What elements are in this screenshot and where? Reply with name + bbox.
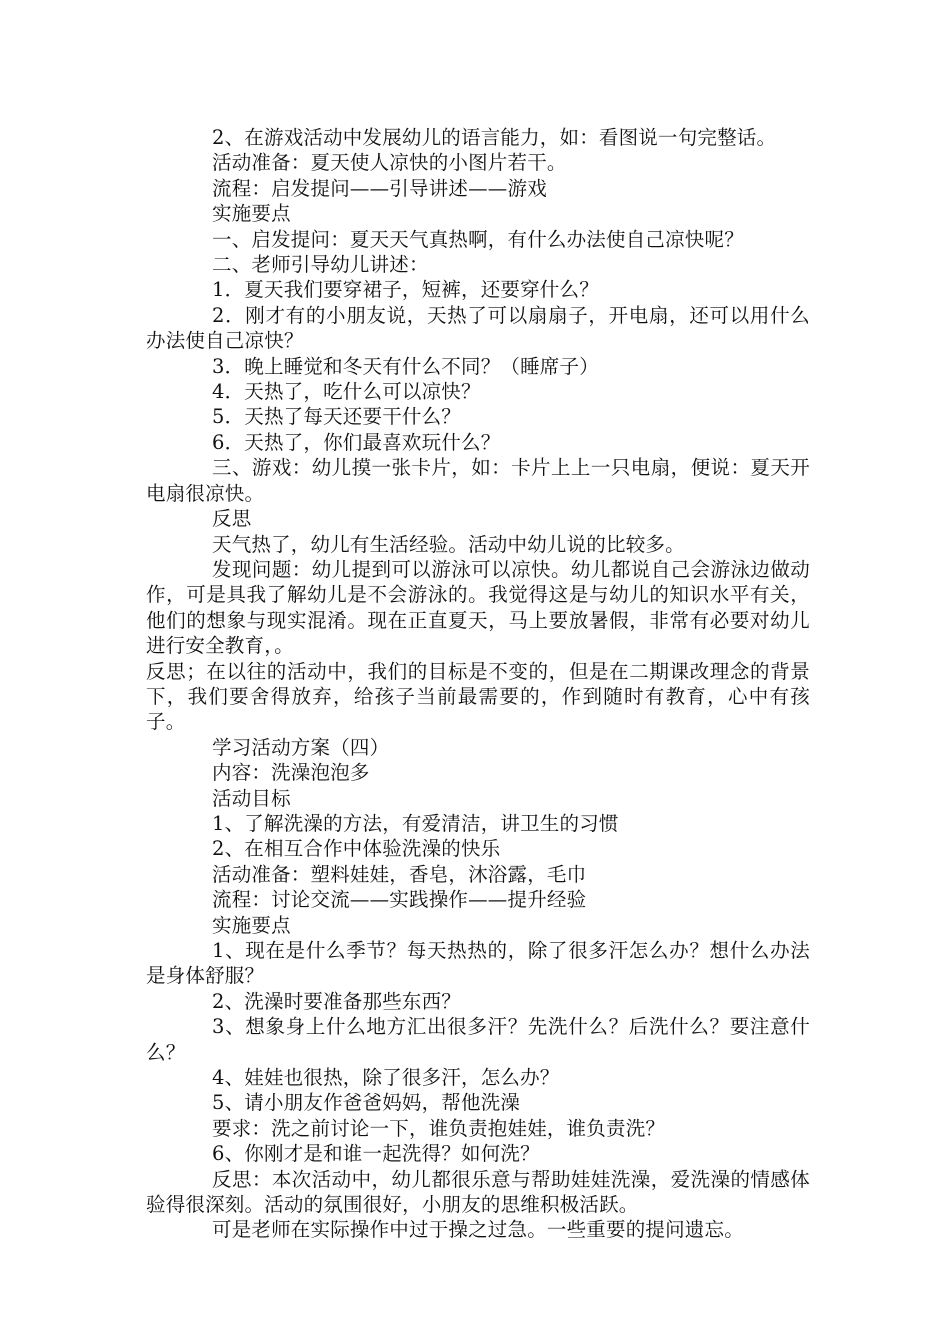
paragraph: 二、老师引导幼儿讲述： bbox=[212, 253, 429, 277]
section-heading: 活动目标 bbox=[212, 786, 291, 810]
list-item: 1、了解洗澡的方法，有爱清洁，讲卫生的习惯 bbox=[212, 811, 619, 835]
document-body bbox=[146, 125, 810, 1243]
list-item: 4．天热了，吃什么可以凉快？ bbox=[212, 380, 481, 404]
list-item: 3．晚上睡觉和冬天有什么不同？（睡席子） bbox=[212, 354, 599, 378]
list-item: 4、娃娃也很热，除了很多汗，怎么办？ bbox=[212, 1066, 560, 1090]
list-item: 6、你刚才是和谁一起洗得？如何洗？ bbox=[212, 1142, 540, 1166]
list-item: 1、现在是什么季节？每天热热的，除了很多汗怎么办？想什么办法是身体舒服？ bbox=[146, 939, 810, 988]
section-heading: 反思 bbox=[212, 507, 252, 531]
paragraph: 反思；在以往的活动中，我们的目标是不变的，但是在二期课改理念的背景下，我们要舍得放弃，给孩子当前最需要的，作到随时有教育，心中有孩子。 bbox=[146, 659, 810, 734]
paragraph: 流程：启发提问——引导讲述——游戏 bbox=[212, 176, 547, 200]
paragraph: 流程：讨论交流——实践操作——提升经验 bbox=[212, 888, 587, 912]
section-heading: 实施要点 bbox=[212, 913, 291, 937]
list-item: 3、想象身上什么地方汇出很多汗？先洗什么？后洗什么？要注意什么？ bbox=[146, 1015, 810, 1064]
list-item: 2、洗澡时要准备那些东西？ bbox=[212, 989, 462, 1013]
paragraph: 一、启发提问：夏天天气真热啊，有什么办法使自己凉快呢？ bbox=[212, 227, 744, 251]
paragraph: 内容：洗澡泡泡多 bbox=[212, 761, 370, 785]
list-item: 2．刚才有的小朋友说，天热了可以扇扇子，开电扇，还可以用什么办法使自己凉快？ bbox=[146, 303, 810, 353]
paragraph: 2、在游戏活动中发展幼儿的语言能力，如：看图说一句完整话。 bbox=[212, 126, 777, 149]
section-heading: 学习活动方案（四） bbox=[212, 735, 390, 759]
paragraph: 可是老师在实际操作中过于操之过急。一些重要的提问遗忘。 bbox=[212, 1218, 744, 1242]
paragraph: 要求：洗之前讨论一下，谁负责抱娃娃，谁负责洗？ bbox=[212, 1116, 666, 1140]
list-item: 1．夏天我们要穿裙子，短裤，还要穿什么？ bbox=[212, 278, 599, 302]
paragraph: 反思：本次活动中，幼儿都很乐意与帮助娃娃洗澡，爱洗澡的情感体验得很深刻。活动的氛围很好，小朋友的思维积极活跃。 bbox=[146, 1167, 810, 1217]
list-item: 6．天热了，你们最喜欢玩什么？ bbox=[212, 430, 501, 454]
paragraph: 活动准备：夏天使人凉快的小图片若干。 bbox=[212, 151, 567, 175]
paragraph: 三、游戏：幼儿摸一张卡片，如：卡片上上一只电扇，便说：夏天开电扇很凉快。 bbox=[146, 456, 810, 505]
paragraph: 天气热了，幼儿有生活经验。活动中幼儿说的比较多。 bbox=[212, 532, 685, 556]
list-item: 5．天热了每天还要干什么？ bbox=[212, 405, 462, 429]
list-item: 5、请小朋友作爸爸妈妈，帮他洗澡 bbox=[212, 1091, 521, 1115]
paragraph: 发现问题：幼儿提到可以游泳可以凉快。幼儿都说自己会游泳边做动作，可是具我了解幼儿是不会游泳的。我觉得这是与幼儿的知识水平有关，他们的想象与现实混淆。现在正直夏天，马上要放暑假，非常有必要对幼儿进行安全教育，。 bbox=[146, 557, 810, 658]
list-item: 2、在相互合作中体验洗澡的快乐 bbox=[212, 837, 501, 861]
paragraph: 活动准备：塑料娃娃，香皂，沐浴露，毛巾 bbox=[212, 862, 587, 886]
section-heading: 实施要点 bbox=[212, 202, 291, 226]
